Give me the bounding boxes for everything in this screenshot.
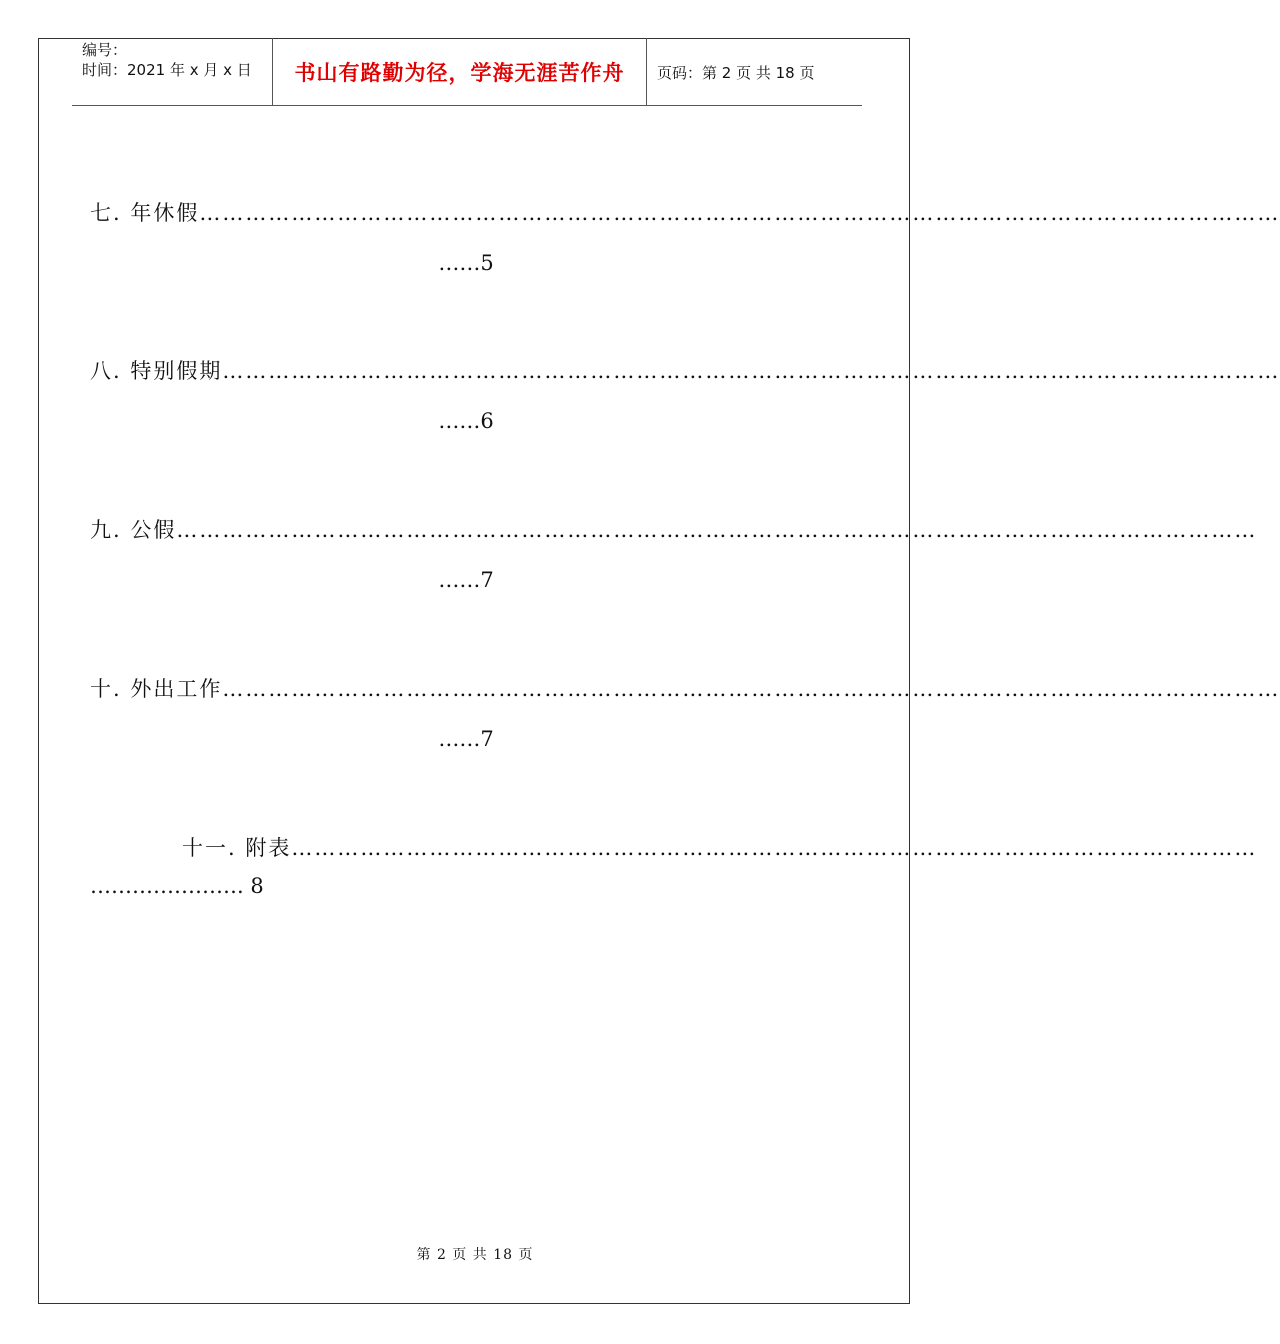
toc-entry-annual-leave[interactable] xyxy=(90,198,1280,278)
toc-dot-leader: ………………………………………………………………………………………………………………………… xyxy=(222,677,1280,701)
toc-entry-business-trip[interactable] xyxy=(90,674,1280,754)
toc-entry-special-leave[interactable] xyxy=(90,356,1280,436)
toc-entry-page-number: ……7 xyxy=(438,727,494,751)
toc-entry-page-number: ……5 xyxy=(438,251,494,275)
toc-entry-line xyxy=(90,674,1280,704)
toc-dot-leader: …………………………………………………………………………………………………………………………… xyxy=(176,518,1258,542)
toc-entry-title: 八. 特别假期 xyxy=(90,359,223,383)
toc-entry-title: 九. 公假 xyxy=(90,518,177,542)
toc-entry-page-number: ……7 xyxy=(438,568,494,592)
toc-entry-title: 七. 年休假 xyxy=(90,201,200,225)
toc-dot-leader: …………………………………………………………………………………………………………………………… xyxy=(199,201,1280,225)
toc-entry-title: 十一. 附表 xyxy=(182,836,292,860)
toc-dot-leader: ………………………………………………………………………………………………………………………… xyxy=(222,359,1280,383)
toc-entry-appendix[interactable] xyxy=(90,833,1258,901)
header-page-info-cell xyxy=(647,38,862,105)
document-number-label: 编号： xyxy=(82,41,128,59)
header-page-info: 页码：第 2 页 共 18 页 xyxy=(657,64,815,82)
document-time-label: 时间：2021 年 x 月 x 日 xyxy=(82,61,252,79)
header-motto-cell xyxy=(273,38,647,105)
toc-entry-line xyxy=(90,198,1280,228)
toc-entry-page-number: ……6 xyxy=(438,409,494,433)
toc-dot-leader: ……………………………………………………………………………………………………………… xyxy=(291,836,1258,860)
header-motto: 书山有路勤为径，学海无涯苦作舟 xyxy=(294,60,625,85)
page-header xyxy=(72,38,862,106)
toc-entry-page-number: …………………. 8 xyxy=(90,874,264,898)
toc-entry-public-leave[interactable] xyxy=(90,515,1258,595)
toc-entry-line xyxy=(90,833,1258,863)
header-left-cell xyxy=(72,38,273,105)
toc-entry-title: 十. 外出工作 xyxy=(90,677,223,701)
toc-entry-line xyxy=(90,515,1258,545)
toc-entry-line xyxy=(90,356,1280,386)
page-footer: 第 2 页 共 18 页 xyxy=(416,1247,534,1263)
